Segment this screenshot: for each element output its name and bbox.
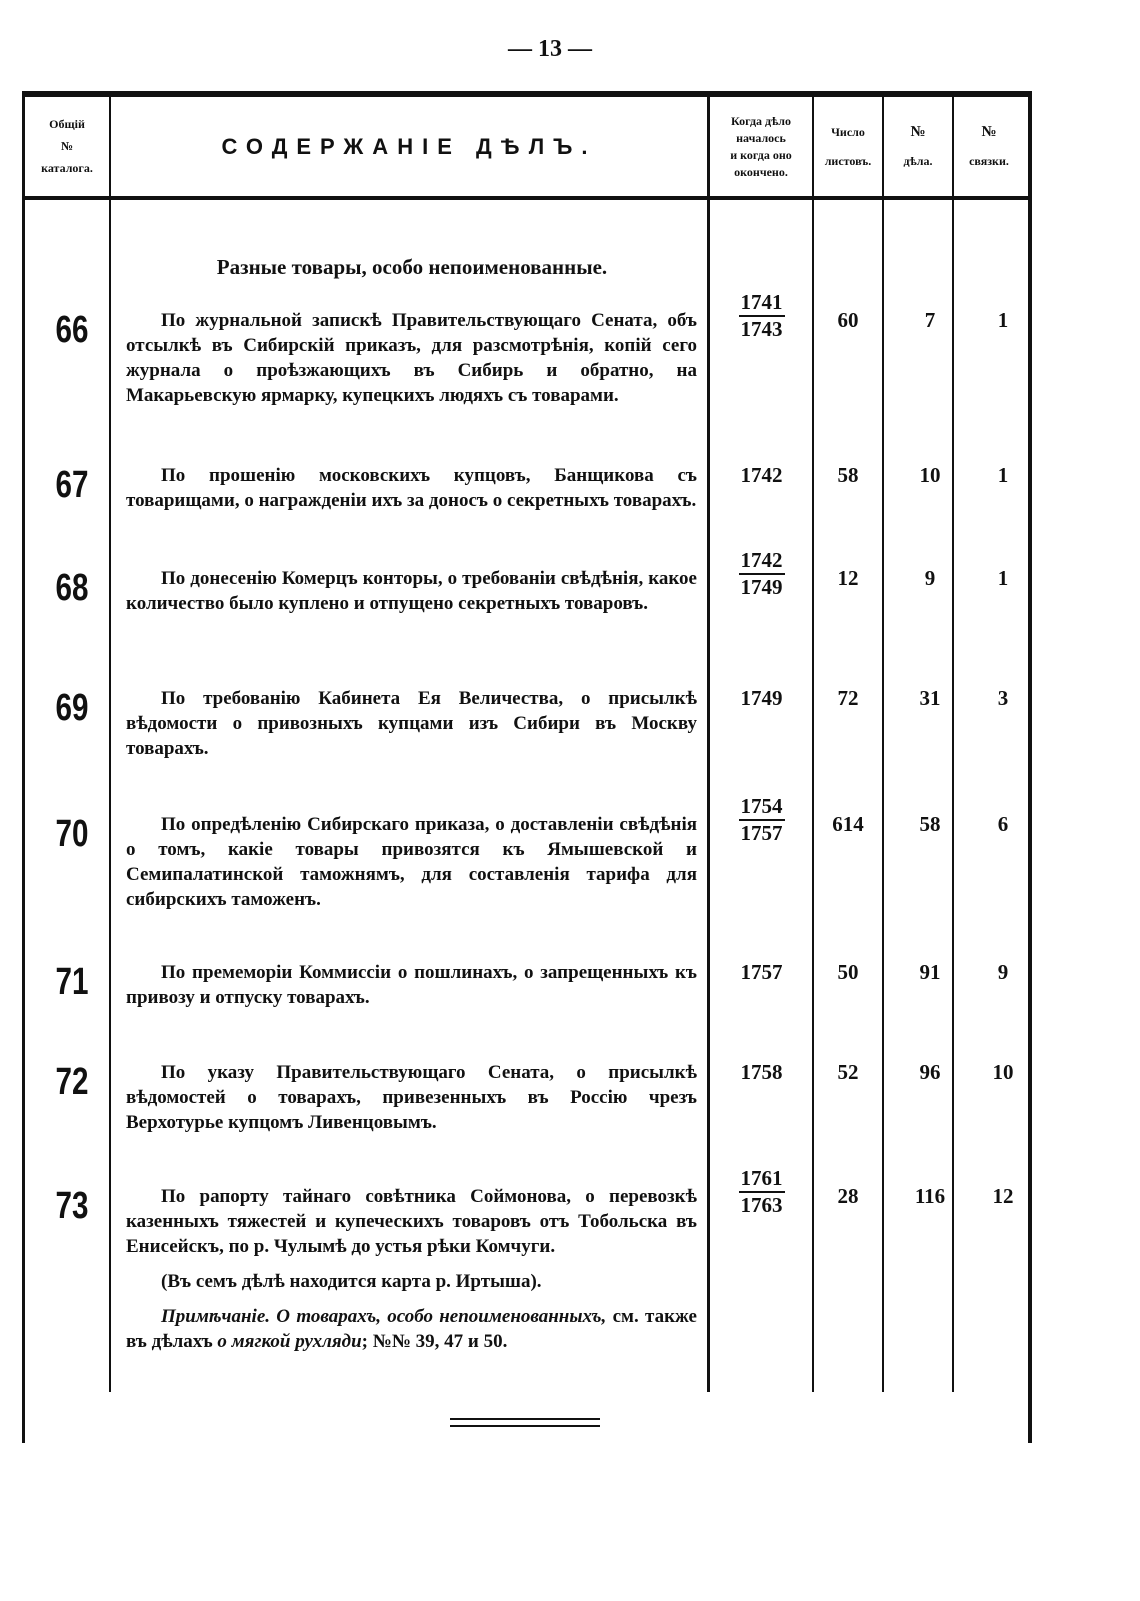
delo-number: 10 bbox=[919, 463, 941, 487]
svyazka-number: 1 bbox=[997, 308, 1009, 332]
catalog-number: 69 bbox=[55, 687, 89, 729]
header-dates-line: окончено. bbox=[734, 164, 788, 179]
date-start: 1757 bbox=[740, 960, 783, 984]
date-end: 1763 bbox=[740, 1193, 783, 1217]
case-text: По опредѣленію Сибирскаго приказа, о доставленіи свѣдѣнія о томъ, какіе товары привозятся къ Ямышевской и Семипалатинской таможнямъ, для составленія тарифа для сибирскихъ таможенъ. bbox=[126, 814, 697, 910]
date-start: 1742 bbox=[740, 548, 783, 572]
svyazka-number: 3 bbox=[997, 686, 1009, 710]
case-text: По прошенію московскихъ купцовъ, Банщикова съ товарищами, о награжденіи ихъ за доносъ о секретныхъ товарахъ. bbox=[126, 465, 697, 511]
header-catalog-line: № bbox=[60, 139, 74, 153]
case-description bbox=[126, 463, 697, 513]
case-text: По премеморіи Коммиссіи о пошлинахъ, о запрещенныхъ къ привозу и отпуску товарахъ. bbox=[126, 962, 697, 1008]
date-range bbox=[710, 960, 813, 985]
case-note bbox=[126, 1304, 697, 1354]
date-range bbox=[710, 794, 813, 846]
case-text: По требованію Кабинета Ея Величества, о присылкѣ вѣдомости о привозныхъ купцами изъ Сибири въ Москву товарахъ. bbox=[126, 688, 697, 759]
date-range bbox=[710, 1166, 813, 1218]
date-range bbox=[710, 548, 813, 600]
case-description bbox=[126, 812, 697, 912]
note-segment: Примѣчаніе. О товарахъ, особо непоименованныхъ, bbox=[161, 1306, 607, 1327]
header-dates bbox=[710, 97, 812, 196]
delo-number: 9 bbox=[924, 566, 936, 590]
sheet-count: 614 bbox=[832, 812, 864, 836]
catalog-number: 73 bbox=[55, 1185, 89, 1227]
case-description bbox=[126, 566, 697, 616]
page-number: — 13 — bbox=[508, 36, 592, 62]
svyazka-number: 1 bbox=[997, 463, 1009, 487]
case-text: По журнальной запискѣ Правительствующаго Сената, объ отсылкѣ въ Сибирскій приказъ, для разсмотрѣнія, копій сего журнала о проѣзжающихъ въ Сибирь и обратно, на Макарьевскую ярмарку, купецкихъ людяхъ съ товарами. bbox=[126, 310, 697, 406]
catalog-number: 67 bbox=[55, 464, 89, 506]
date-start: 1761 bbox=[740, 1166, 783, 1190]
catalog-number: 71 bbox=[55, 961, 89, 1003]
note-segment: о мягкой рухляди bbox=[217, 1331, 362, 1352]
date-end: 1757 bbox=[740, 821, 783, 845]
svyazka-number: 9 bbox=[997, 960, 1009, 984]
note-segment: см. также въ дѣлахъ bbox=[126, 1306, 697, 1352]
svyazka-number: 12 bbox=[992, 1184, 1014, 1208]
header-catalog-line: Общій bbox=[49, 117, 85, 131]
header-content-title: СОДЕРЖАНІЕ ДѢЛЪ. bbox=[221, 134, 597, 159]
catalog-number: 66 bbox=[55, 309, 89, 351]
date-start: 1754 bbox=[740, 794, 783, 818]
header-sheets-line: Число bbox=[831, 124, 865, 139]
date-range bbox=[710, 463, 813, 488]
header-catalog-line: каталога. bbox=[41, 161, 93, 175]
header-dates-line: началось bbox=[736, 130, 786, 145]
sheet-count: 12 bbox=[837, 566, 859, 590]
sheet-count: 28 bbox=[837, 1184, 859, 1208]
svyazka-number: 1 bbox=[997, 566, 1009, 590]
svyazka-number: 6 bbox=[997, 812, 1009, 836]
delo-number: 31 bbox=[919, 686, 941, 710]
sheet-count: 50 bbox=[837, 960, 859, 984]
date-start: 1742 bbox=[740, 463, 783, 487]
sheet-count: 58 bbox=[837, 463, 859, 487]
date-end: 1749 bbox=[740, 575, 783, 599]
header-delo-line: № bbox=[910, 123, 926, 140]
note-segment: ; №№ 39, 47 и 50. bbox=[361, 1331, 508, 1352]
catalog-number: 70 bbox=[55, 813, 89, 855]
date-start: 1749 bbox=[740, 686, 783, 710]
case-text: По указу Правительствующаго Сената, о присылкѣ вѣдомостей о товарахъ, привезенныхъ въ Россію чрезъ Верхотурье купцомъ Ливенцовымъ. bbox=[126, 1062, 697, 1133]
date-range bbox=[710, 290, 813, 342]
header-sheets-line: листовъ. bbox=[824, 153, 872, 168]
case-text: По рапорту тайнаго совѣтника Соймонова, о перевозкѣ казенныхъ тяжестей и купеческихъ товаровъ отъ Тобольска въ Енисейскъ, по р. Чулымѣ до устья рѣки Комчуги. bbox=[126, 1186, 697, 1257]
header-dates-line: Когда дѣло bbox=[730, 113, 792, 128]
sheet-count: 52 bbox=[837, 1060, 859, 1084]
date-range bbox=[710, 686, 813, 711]
end-rule bbox=[450, 1418, 600, 1427]
svyazka-number: 10 bbox=[992, 1060, 1014, 1084]
delo-number: 58 bbox=[919, 812, 941, 836]
header-delo-line: дѣла. bbox=[903, 153, 933, 168]
case-text: По донесенію Комерцъ конторы, о требованіи свѣдѣнія, какое количество было куплено и отпущено секретныхъ товаровъ. bbox=[126, 568, 697, 614]
header-delo bbox=[884, 97, 952, 196]
section-title: Разные товары, особо непоименованные. bbox=[216, 255, 608, 279]
date-range bbox=[710, 1060, 813, 1085]
date-start: 1741 bbox=[740, 290, 783, 314]
header-svyazka bbox=[954, 97, 1024, 196]
date-start: 1758 bbox=[740, 1060, 783, 1084]
sheet-count: 72 bbox=[837, 686, 859, 710]
case-description bbox=[126, 308, 697, 408]
sheet-count: 60 bbox=[837, 308, 859, 332]
catalog-number: 72 bbox=[55, 1061, 89, 1103]
delo-number: 116 bbox=[914, 1184, 946, 1208]
case-description bbox=[126, 1060, 697, 1135]
delo-number: 7 bbox=[924, 308, 936, 332]
case-description bbox=[126, 686, 697, 761]
delo-number: 91 bbox=[919, 960, 941, 984]
case-remark: (Въ семъ дѣлѣ находится карта р. Иртыша). bbox=[161, 1271, 542, 1292]
date-end: 1743 bbox=[740, 317, 783, 341]
header-divider bbox=[22, 196, 1029, 200]
case-description bbox=[126, 960, 697, 1010]
header-content bbox=[111, 97, 707, 196]
catalog-number: 68 bbox=[55, 567, 89, 609]
header-catalog bbox=[25, 97, 109, 196]
header-svyazka-line: № bbox=[981, 123, 997, 140]
case-description bbox=[126, 1184, 697, 1354]
header-dates-line: и когда оно bbox=[730, 147, 792, 162]
delo-number: 96 bbox=[919, 1060, 941, 1084]
header-svyazka-line: связки. bbox=[969, 153, 1009, 168]
header-sheets bbox=[814, 97, 882, 196]
